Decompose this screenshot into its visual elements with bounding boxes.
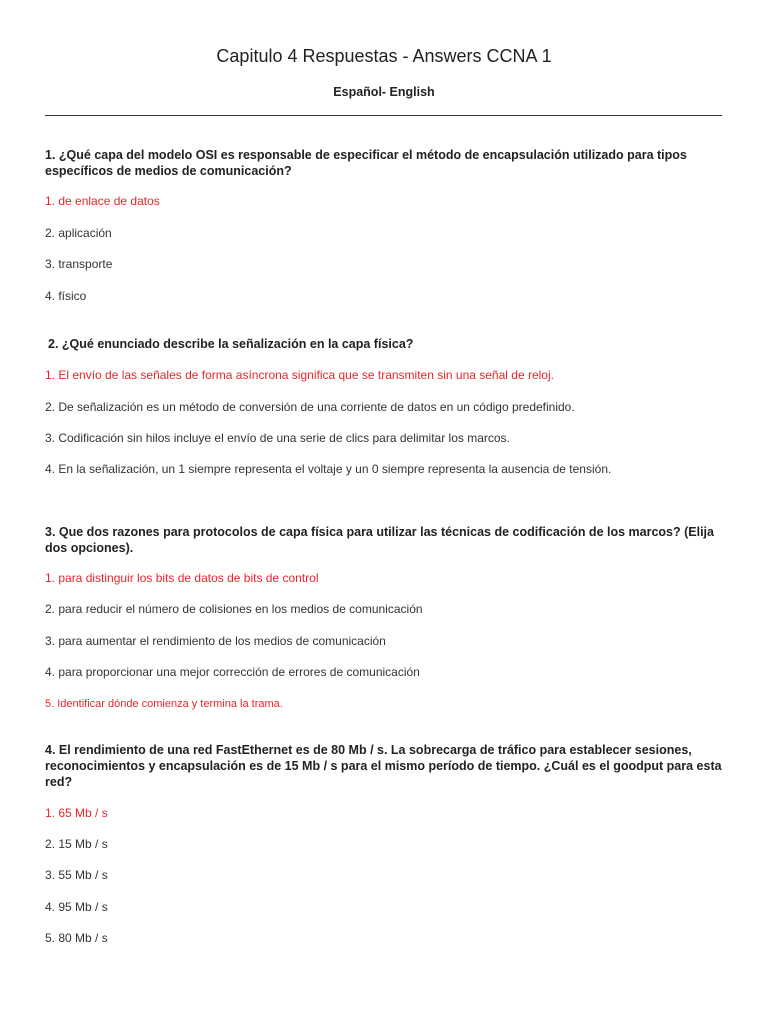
question-2: 2. ¿Qué enunciado describe la señalización en la capa física? [48,337,414,351]
question-1: 1. ¿Qué capa del modelo OSI es responsable de especificar el método de encapsulación utilizado para tipos específicos de medios de comunicación? [45,148,687,178]
answer-option: 5. 80 Mb / s [45,931,108,945]
answer-option: 4. físico [45,289,87,303]
answer-option: 5. Identificar dónde comienza y termina la trama. [45,698,283,710]
answer-option: 3. Codificación sin hilos incluye el envío de una serie de clics para delimitar los marcos. [45,431,510,445]
answer-option: 4. para proporcionar una mejor corrección de errores de comunicación [45,665,420,679]
question-3: 3. Que dos razones para protocolos de capa física para utilizar las técnicas de codificación de los marcos? (Elija dos opciones). [45,525,714,555]
answer-option: 4. En la señalización, un 1 siempre representa el voltaje y un 0 siempre representa la ausencia de tensión. [45,462,612,476]
answer-option: 2. 15 Mb / s [45,837,108,851]
answer-option: 2. De señalización es un método de conversión de una corriente de datos en un código predefinido. [45,400,575,414]
answer-option: 1. 65 Mb / s [45,806,108,820]
answer-option: 2. para reducir el número de colisiones en los medios de comunicación [45,602,423,616]
answer-option: 4. 95 Mb / s [45,900,108,914]
answer-option: 2. aplicación [45,226,112,240]
answer-option: 3. transporte [45,257,113,271]
question-4: 4. El rendimiento de una red FastEthernet es de 80 Mb / s. La sobrecarga de tráfico para establecer sesiones, reconocimientos y encapsulación es de 15 Mb / s para el mismo período de tiempo. ¿Cuál es el goodput para esta red? [45,743,722,789]
answer-option: 1. El envío de las señales de forma asíncrona significa que se transmiten sin una señal de reloj. [45,368,554,382]
answer-option: 1. para distinguir los bits de datos de bits de control [45,571,319,585]
answer-option: 1. de enlace de datos [45,194,160,208]
page-subtitle: Español- English [333,85,435,99]
answer-option: 3. 55 Mb / s [45,868,108,882]
title-divider [45,115,722,116]
answer-option: 3. para aumentar el rendimiento de los medios de comunicación [45,634,386,648]
page-title: Capitulo 4 Respuestas - Answers CCNA 1 [216,46,552,66]
